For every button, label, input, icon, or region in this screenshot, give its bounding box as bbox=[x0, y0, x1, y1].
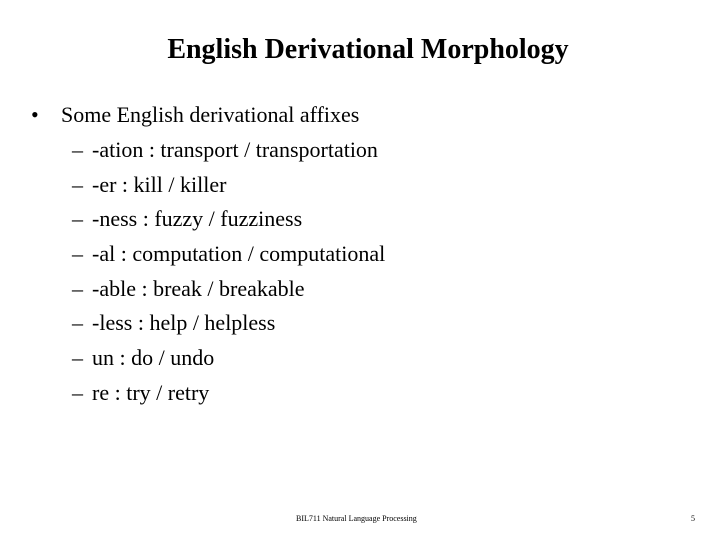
dash-marker: – bbox=[72, 137, 83, 162]
bullet-marker: • bbox=[31, 102, 39, 127]
list-item bbox=[72, 136, 385, 171]
affix-example: -less : help / helpless bbox=[92, 310, 276, 336]
dash-marker: – bbox=[72, 379, 83, 405]
slide-title: English Derivational Morphology bbox=[167, 34, 569, 65]
list-item bbox=[72, 344, 385, 379]
dash-marker: – bbox=[72, 345, 83, 371]
affix-example: -al : computation / computational bbox=[92, 241, 386, 267]
list-item bbox=[72, 171, 385, 206]
dash-marker: – bbox=[72, 171, 83, 197]
dash-marker: – bbox=[72, 241, 83, 267]
dash-marker: – bbox=[72, 206, 83, 232]
list-item bbox=[72, 275, 385, 310]
list-item bbox=[72, 205, 385, 240]
list-item bbox=[72, 379, 385, 414]
page-number: 5 bbox=[691, 514, 695, 523]
main-bullet bbox=[31, 101, 359, 129]
affix-example: -able : break / breakable bbox=[92, 275, 305, 301]
affix-example: re : try / retry bbox=[92, 379, 210, 405]
affix-example: -ation : transport / transportation bbox=[92, 137, 378, 162]
list-item bbox=[72, 240, 385, 275]
affix-example: -ness : fuzzy / fuzziness bbox=[92, 206, 303, 232]
list-item bbox=[72, 309, 385, 344]
affix-list bbox=[72, 136, 385, 414]
bullet-text: Some English derivational affixes bbox=[61, 102, 360, 127]
affix-example: un : do / undo bbox=[92, 345, 215, 371]
affix-example: -er : kill / killer bbox=[92, 171, 227, 197]
dash-marker: – bbox=[72, 310, 83, 336]
footer-course: BIL711 Natural Language Processing bbox=[296, 514, 417, 523]
dash-marker: – bbox=[72, 275, 83, 301]
